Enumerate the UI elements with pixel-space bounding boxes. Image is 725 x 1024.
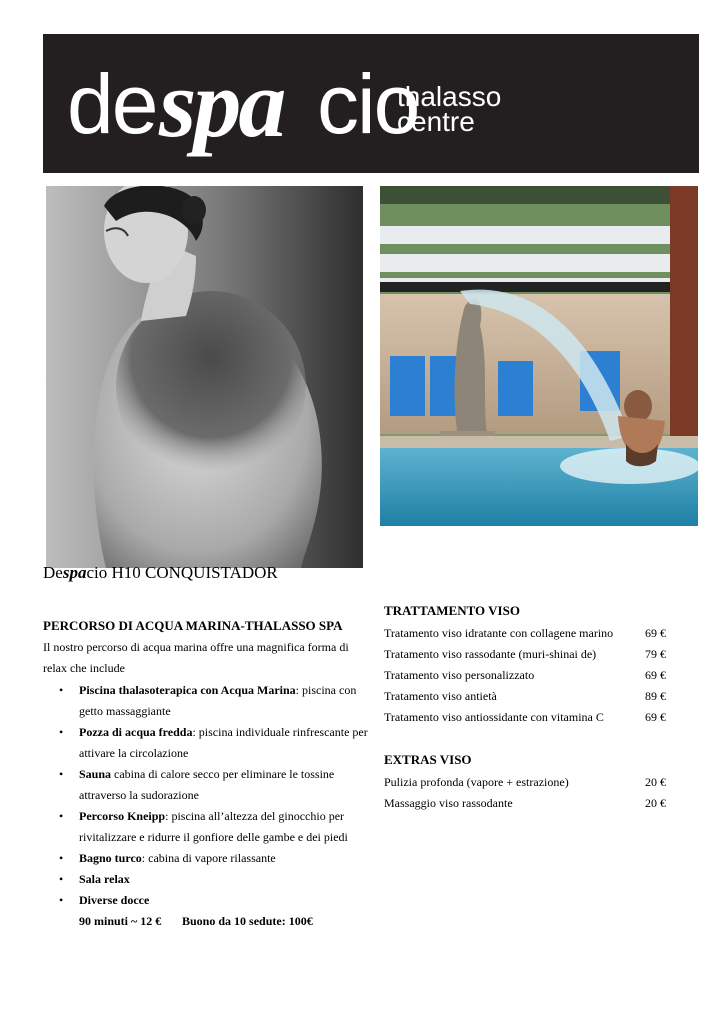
list-item (79, 893, 149, 908)
logo-subtitle-line2: centre (397, 106, 475, 137)
bullet: • (59, 767, 64, 781)
extras-viso-heading: EXTRAS VISO (384, 752, 472, 767)
logo-de: de (67, 57, 157, 151)
item-bold: Pozza di acqua fredda (79, 725, 193, 739)
intro-line1: Il nostro percorso di acqua marina offre una magnifica forma di (43, 640, 349, 654)
spa-heading: PERCORSO DI ACQUA MARINA-THALASSO SPA (43, 618, 343, 633)
treatment-name: Tratamento viso idratante con collagene marino (384, 626, 614, 640)
bullet: • (59, 683, 64, 697)
treatment-price: 79 € (645, 647, 666, 661)
bullet: • (59, 851, 64, 865)
list-item (79, 683, 356, 698)
treatment-name: Tratamento viso rassodante (muri-shinai de) (384, 647, 597, 661)
title-brand-italic: spa (62, 563, 87, 582)
item-bold: Bagno turco (79, 851, 142, 865)
bullet: • (59, 872, 64, 886)
item-bold: Percorso Kneipp (79, 809, 166, 823)
bullet: • (59, 893, 64, 907)
list-item (79, 725, 368, 740)
title-rest: cio H10 CONQUISTADOR (86, 563, 278, 582)
photo-pool (380, 186, 698, 526)
logo-subtitle (397, 81, 502, 137)
item-text: : piscina individuale rinfrescante per (192, 725, 368, 739)
treatment-price: 20 € (645, 775, 666, 789)
trattamento-viso-heading: TRATTAMENTO VISO (384, 603, 520, 618)
treatment-name: Massaggio viso rassodante (384, 796, 513, 810)
item-bold: Sala relax (79, 872, 130, 886)
treatment-name: Tratamento viso personalizzato (384, 668, 535, 682)
treatment-price: 69 € (645, 710, 666, 724)
bullet: • (59, 809, 64, 823)
price-line: 90 minuti ~ 12 € (79, 914, 162, 928)
photo-woman-back (46, 186, 363, 568)
treatment-price: 89 € (645, 689, 666, 703)
list-item-cont: getto massaggiante (79, 704, 171, 718)
item-text: cabina di calore secco per eliminare le tossine (111, 767, 335, 781)
list-item (79, 872, 130, 887)
item-text: : piscina con (295, 683, 357, 697)
treatment-price: 69 € (645, 668, 666, 682)
list-item (79, 767, 334, 782)
logo-cio: cio (317, 57, 419, 151)
bullet: • (59, 725, 64, 739)
item-bold: Diverse docce (79, 893, 150, 907)
treatment-name: Tratamento viso antiossidante con vitamina C (384, 710, 604, 724)
item-bold: Piscina thalasoterapica con Acqua Marina (79, 683, 296, 697)
logo-subtitle-line1: thalasso (397, 81, 502, 112)
list-item (79, 851, 276, 866)
list-item-cont: attivare la circolazione (79, 746, 189, 760)
brand-banner (43, 34, 699, 173)
list-item (79, 809, 344, 824)
treatment-name: Pulizia profonda (vapore + estrazione) (384, 775, 569, 789)
intro-line2: relax che include (43, 661, 125, 675)
treatment-price: 20 € (645, 796, 666, 810)
title-brand-plain: De (43, 563, 63, 582)
item-bold: Sauna (79, 767, 112, 781)
item-text: : cabina di vapore rilassante (141, 851, 276, 865)
treatment-name: Tratamento viso antietà (384, 689, 497, 703)
list-item-cont: rivitalizzare e ridurre il gonfiore delle gambe e dei piedi (79, 830, 348, 844)
voucher-line: Buono da 10 sedute: 100€ (182, 914, 313, 928)
list-item-cont: attraverso la sudorazione (79, 788, 199, 802)
logo-spa: spa (159, 50, 284, 157)
document-title (43, 563, 278, 583)
item-text: : piscina all’altezza del ginocchio per (165, 809, 345, 823)
treatment-price: 69 € (645, 626, 666, 640)
